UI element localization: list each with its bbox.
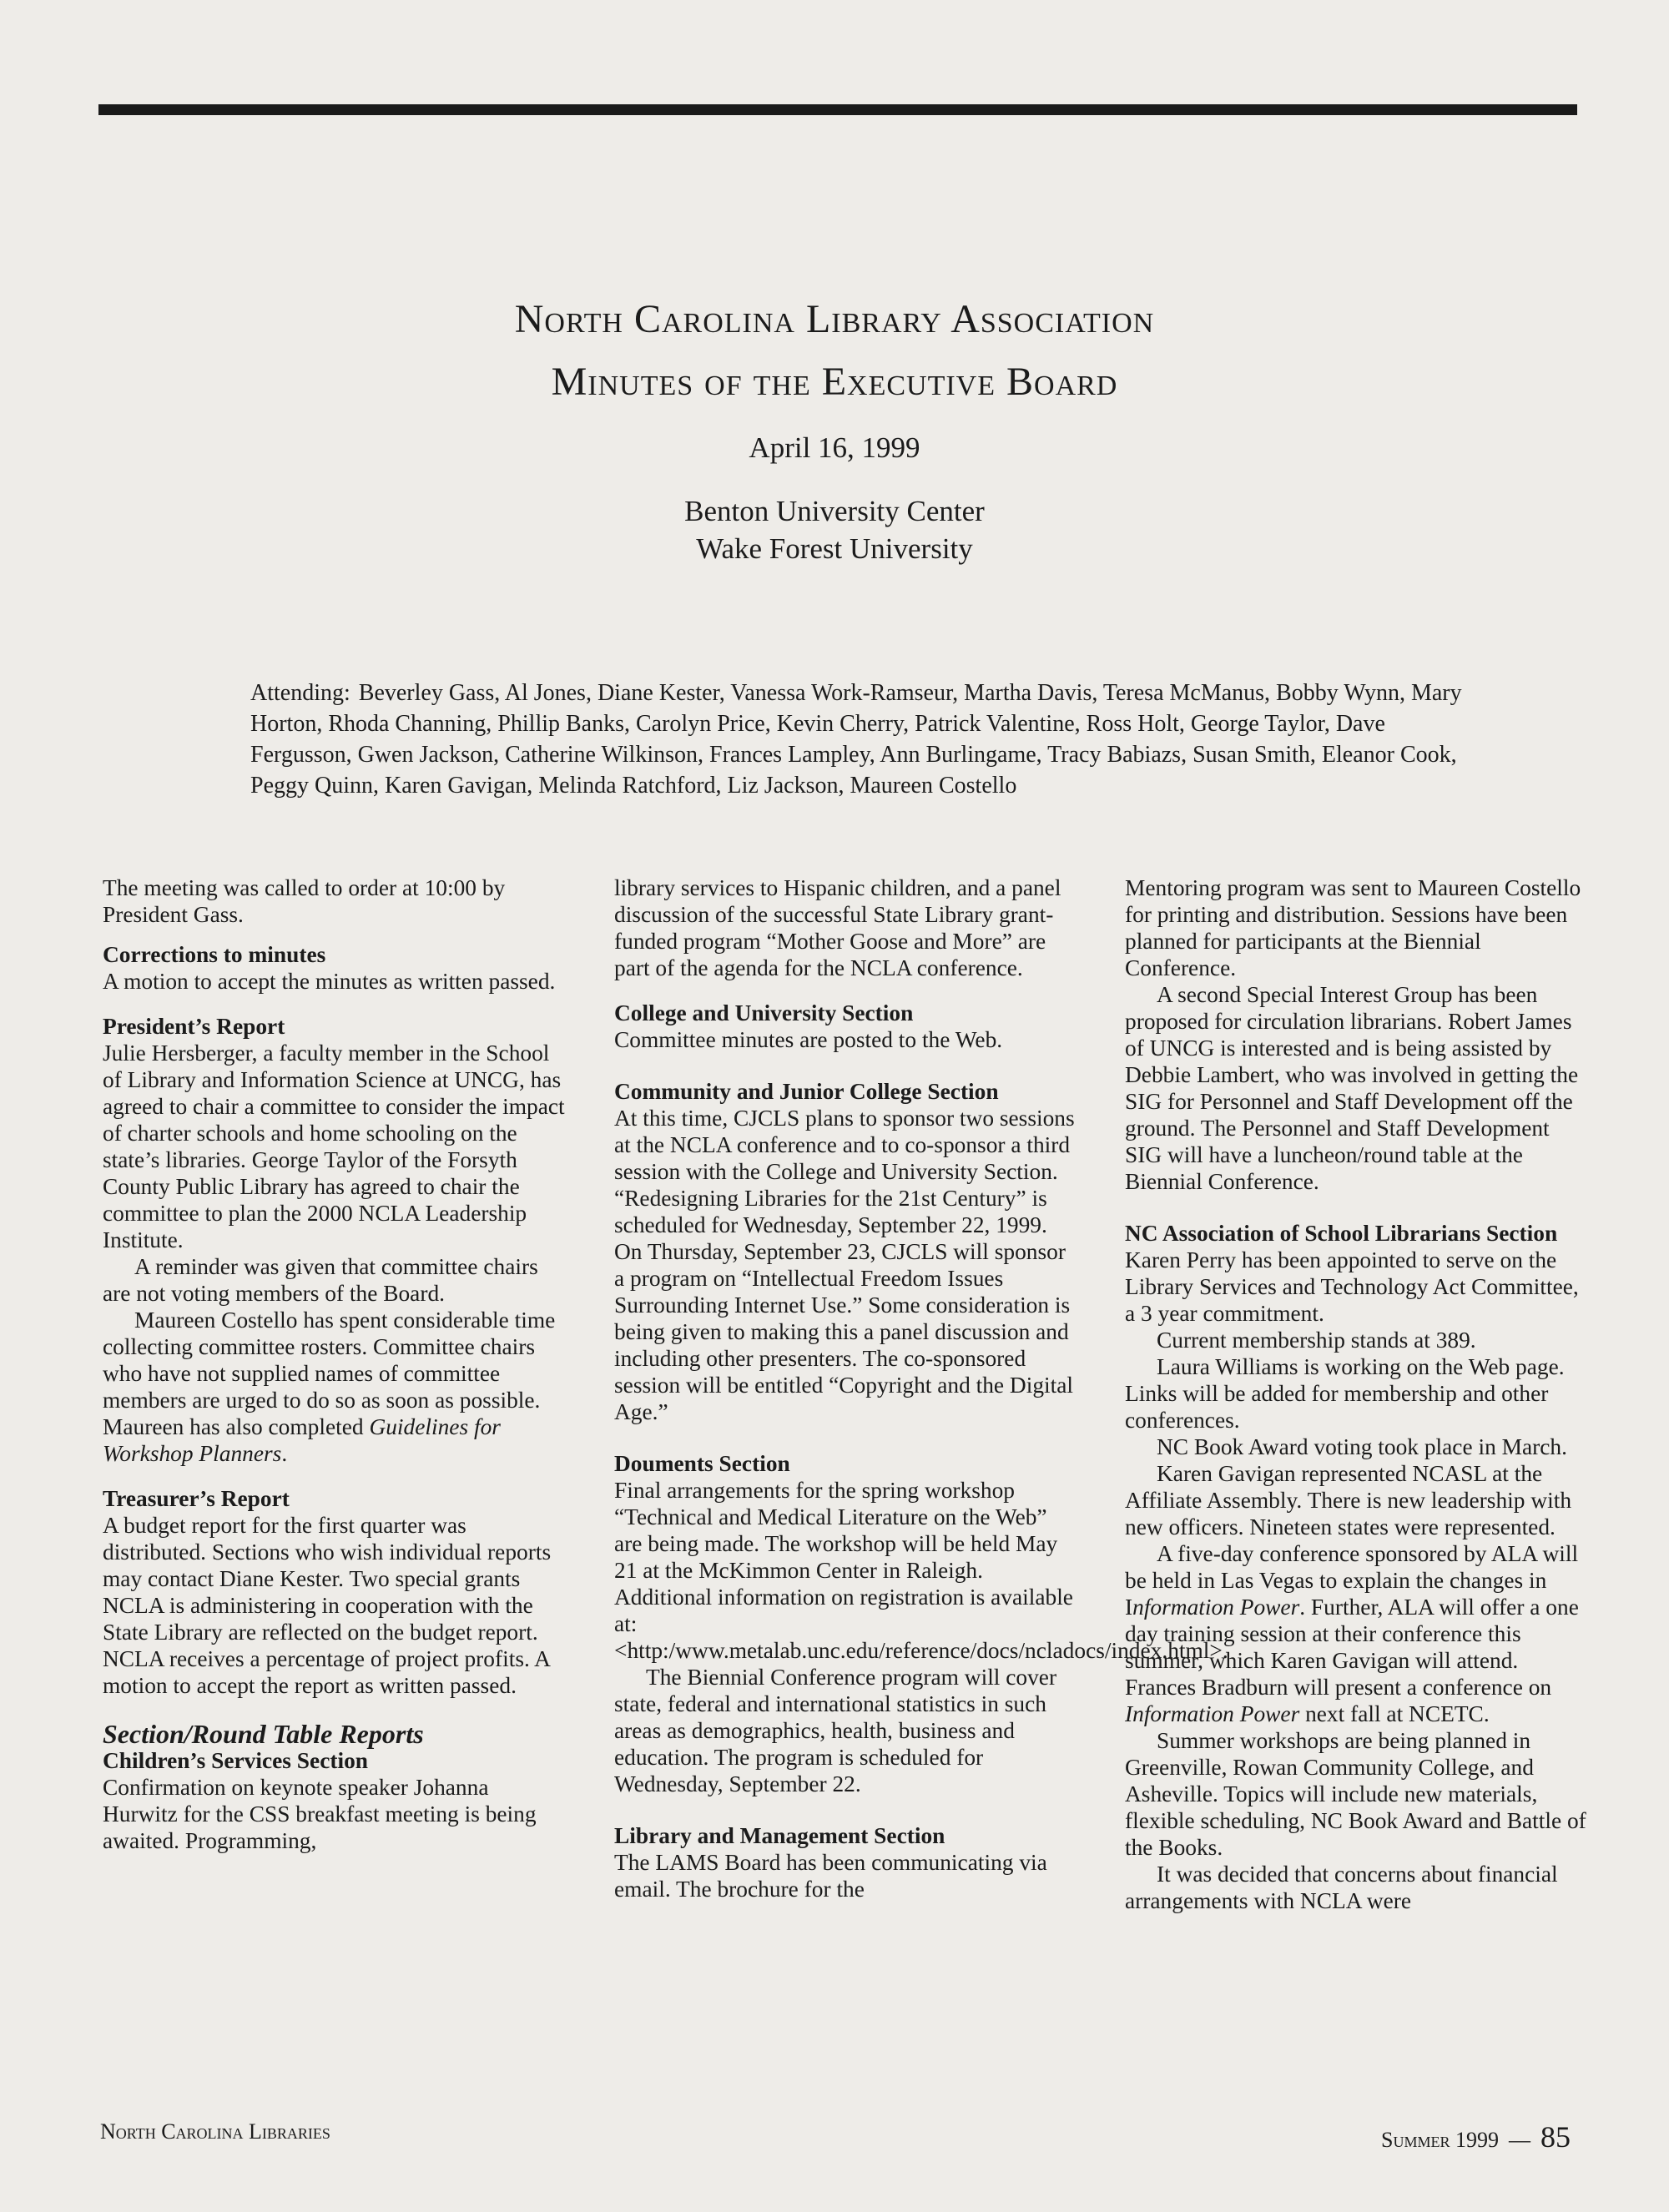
paragraph: The meeting was called to order at 10:00 by President Gass. xyxy=(103,875,506,927)
paragraph xyxy=(103,1307,566,1467)
paragraph: Summer workshops are being planned in Greenville, Rowan Community College, and Asheville. Topics will include new materials, flexible scheduling, NC Book Award and Battle of the Books. xyxy=(1125,1728,1586,1860)
paragraph: Current membership stands at 389. xyxy=(1157,1328,1476,1353)
section-heading: Treasurer’s Report xyxy=(103,1486,290,1511)
section-heading: President’s Report xyxy=(103,1014,285,1039)
publication-title: Information Power xyxy=(1125,1701,1300,1726)
text-run: next fall at NCETC. xyxy=(1299,1701,1490,1726)
page-title: North Carolina Library Association xyxy=(514,297,1155,341)
section-heading: College and University Section xyxy=(614,1000,914,1025)
section-heading: Children’s Services Section xyxy=(103,1748,369,1773)
text-run: . Further, ALA will offer a one day training session at their conference this summer, which Karen Gavigan will attend. Frances Bradburn will present a conference on xyxy=(1125,1595,1579,1700)
attending-label: Attending: xyxy=(250,680,350,706)
attending-names: Beverley Gass, Al Jones, Diane Kester, Vanessa Work-Ramseur, Martha Davis, Teresa McManus, Bobby Wynn, Mary Horton, Rhoda Channing, Phillip Banks, Carolyn Price, Kevin Cherry, Patrick Valentine, Ross Holt, George Taylor, Dave Fergusson, Gwen Jackson, Catherine Wilkinson, Frances Lampley, Ann Burlingame, Tracy Babiazs, Susan Smith, Eleanor Cook, Peggy Quinn, Karen Gavigan, Melinda Ratchford, Liz Jackson, Maureen Costello xyxy=(250,680,1462,799)
column-3 xyxy=(1125,874,1588,1914)
header-rule xyxy=(98,104,1577,115)
column-1 xyxy=(103,874,566,1854)
section-heading: Library and Management Section xyxy=(614,1823,945,1848)
publication-title: nformation Power xyxy=(1132,1595,1300,1620)
section-heading: Community and Junior College Section xyxy=(614,1079,999,1104)
footer-issue: Summer 1999 xyxy=(1381,2128,1499,2152)
paragraph: Laura Williams is working on the Web page. Links will be added for membership and other conferences. xyxy=(1125,1354,1565,1433)
paragraph: At this time, CJCLS plans to sponsor two sessions at the NCLA conference and to co-sponsor a third session with the College and University Section. “Redesigning Libraries for the 21st Century” is scheduled for Wednesday, September 22, 1999. On Thursday, September 23, CJCLS will sponsor a program on “Intellectual Freedom Issues Surrounding Internet Use.” Some consideration is being given to making this a panel discussion and including other presenters. The co-sponsored session will be entitled “Copyright and the Digital Age.” xyxy=(614,1106,1075,1424)
paragraph: A second Special Interest Group has been proposed for circulation librarians. Robert James of UNCG is interested and is being assisted by Debbie Lambert, who was involved in getting the SIG for Personnel and Staff Development off the ground. The Personnel and Staff Development SIG will have a luncheon/round table at the Biennial Conference. xyxy=(1125,982,1579,1194)
paragraph: It was decided that concerns about financial arrangements with NCLA were xyxy=(1125,1862,1558,1913)
paragraph: A budget report for the first quarter was distributed. Sections who wish individual reports may contact Diane Kester. Two special grants NCLA is administering in cooperation with the State Library are reflected on the budget report. NCLA receives a percentage of project profits. A motion to accept the report as written passed. xyxy=(103,1513,552,1698)
publication-title: Guidelines for Workshop Planners xyxy=(103,1414,501,1466)
paragraph: Karen Gavigan represented NCASL at the Affiliate Assembly. There is new leadership with new officers. Nineteen states were represented. xyxy=(1125,1461,1572,1539)
major-heading: Section/Round Table Reports xyxy=(103,1719,424,1749)
page-number: 85 xyxy=(1540,2120,1571,2154)
paragraph xyxy=(1125,1540,1588,1727)
paragraph: Confirmation on keynote speaker Johanna Hurwitz for the CSS breakfast meeting is being awaited. Programming, xyxy=(103,1775,537,1853)
footer-dash: — xyxy=(1509,2128,1530,2152)
paragraph: Karen Perry has been appointed to serve on the Library Services and Technology Act Committee, a 3 year commitment. xyxy=(1125,1247,1579,1326)
location-line-2: Wake Forest University xyxy=(696,532,973,565)
location-line-1: Benton University Center xyxy=(684,495,985,527)
section-heading: Douments Section xyxy=(614,1451,790,1476)
paragraph: Final arrangements for the spring workshop “Technical and Medical Literature on the Web” are being made. The workshop will be held May 21 at the McKimmon Center in Raleigh. Additional information on registration is available at: <http:/www.metalab.unc.edu/reference/docs/ncladocs/index.html>. xyxy=(614,1478,1228,1663)
paragraph: Committee minutes are posted to the Web. xyxy=(614,1027,1003,1052)
attending-block xyxy=(250,678,1469,801)
paragraph: The Biennial Conference program will cover state, federal and international statistics in such areas as demographics, health, business and education. The program is scheduled for Wednesday, September 22. xyxy=(614,1665,1057,1796)
section-heading: Corrections to minutes xyxy=(103,942,326,967)
text-run: A five-day conference sponsored by ALA will be held in Las Vegas to explain the changes in I xyxy=(1125,1541,1579,1620)
paragraph: NC Book Award voting took place in March. xyxy=(1157,1434,1567,1459)
paragraph: A reminder was given that committee chairs are not voting members of the Board. xyxy=(103,1254,538,1306)
paragraph: Mentoring program was sent to Maureen Costello for printing and distribution. Sessions have been planned for participants at the Biennial Conference. xyxy=(1125,875,1581,980)
footer-publication: North Carolina Libraries xyxy=(100,2119,330,2144)
meeting-location xyxy=(0,492,1669,567)
paragraph: The LAMS Board has been communicating via email. The brochure for the xyxy=(614,1850,1047,1902)
paragraph: A motion to accept the minutes as written passed. xyxy=(103,969,556,994)
text-run: Maureen Costello has spent considerable time collecting committee rosters. Committee chairs who have not supplied names of committee members are urged to do so as soon as possible. Maureen has also completed xyxy=(103,1308,556,1439)
footer-page-info xyxy=(1381,2119,1571,2154)
paragraph: library services to Hispanic children, and a panel discussion of the successful State Library grant-funded program “Mother Goose and More” are part of the agenda for the NCLA conference. xyxy=(614,875,1061,980)
text-run: . xyxy=(281,1441,288,1466)
section-heading: NC Association of School Librarians Section xyxy=(1125,1221,1558,1246)
paragraph: Julie Hersberger, a faculty member in the School of Library and Information Science at UNCG, has agreed to chair a committee to consider the impact of charter schools and home schooling on the state’s libraries. George Taylor of the Forsyth County Public Library has agreed to chair the committee to plan the 2000 NCLA Leadership Institute. xyxy=(103,1040,565,1252)
page-subtitle: Minutes of the Executive Board xyxy=(551,360,1118,404)
meeting-date: April 16, 1999 xyxy=(749,431,920,464)
